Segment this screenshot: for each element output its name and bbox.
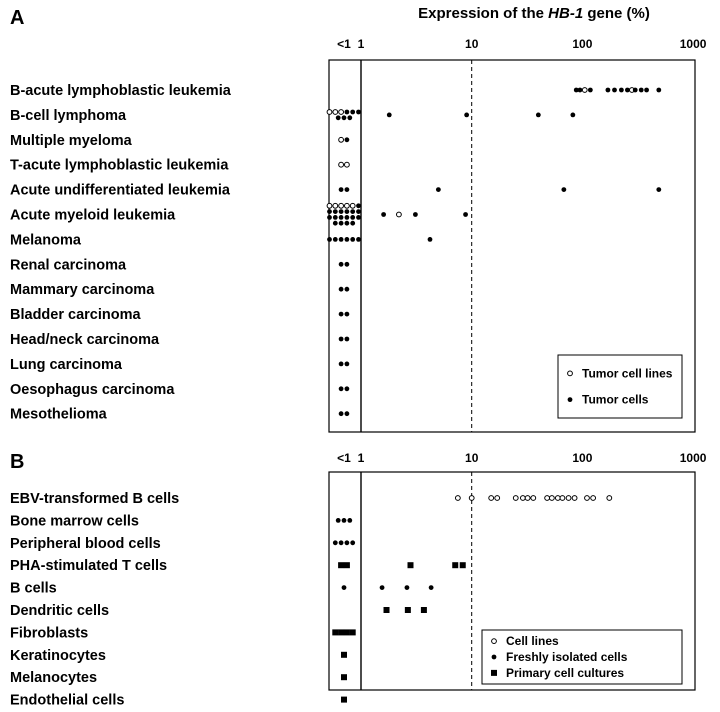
data-point (612, 88, 617, 93)
category-label: Multiple myeloma (10, 132, 132, 149)
below-detection-point (345, 110, 350, 115)
below-detection-point (341, 697, 347, 703)
data-point (421, 607, 427, 613)
below-detection-point (345, 221, 350, 226)
below-detection-point (339, 221, 344, 226)
category-label: Acute myeloid leukemia (10, 207, 176, 224)
below-detection-point (350, 221, 355, 226)
below-detection-point (350, 629, 356, 635)
data-point (570, 113, 575, 118)
data-point (549, 496, 554, 501)
legend-label: Tumor cell lines (582, 366, 673, 381)
below-detection-point (350, 540, 355, 545)
data-point (625, 88, 630, 93)
chart-title-prefix: Expression of the (418, 5, 549, 22)
panel-label-a: A (10, 7, 25, 29)
below-detection-point (339, 137, 344, 142)
below-detection-point (341, 652, 347, 658)
below-detection-point (339, 162, 344, 167)
category-label: Endothelial cells (10, 692, 125, 709)
below-detection-point (356, 237, 361, 242)
category-label: B-acute lymphoblastic leukemia (10, 83, 231, 99)
below-detection-point (339, 203, 344, 208)
below-detection-point (345, 287, 350, 292)
category-label: Lung carcinoma (10, 356, 122, 373)
below-detection-point (338, 562, 344, 568)
below-detection-point (339, 187, 344, 192)
below-detection-point (327, 110, 332, 115)
below-detection-point (336, 115, 341, 120)
data-point (572, 496, 577, 501)
below-detection-point (342, 585, 347, 590)
data-point (588, 88, 593, 93)
below-detection-point (356, 209, 361, 214)
x-tick-label: 1000 (679, 451, 707, 465)
data-point (520, 496, 525, 501)
below-detection-point (339, 215, 344, 220)
data-point (495, 496, 500, 501)
below-detection-point (333, 215, 338, 220)
category-label: B cells (10, 580, 57, 597)
below-detection-point (333, 540, 338, 545)
category-label: Head/neck carcinoma (10, 332, 160, 348)
data-point (489, 496, 494, 501)
below-detection-point (350, 215, 355, 220)
below-detection-point (345, 262, 350, 267)
legend (558, 355, 682, 418)
data-point (452, 562, 458, 568)
below-detection-point (327, 203, 332, 208)
below-detection-point (345, 187, 350, 192)
below-detection-point (342, 518, 347, 523)
panel-label-b: B (10, 451, 25, 473)
below-detection-point (347, 518, 352, 523)
data-point (607, 496, 612, 501)
below-detection-point (345, 540, 350, 545)
data-point (408, 562, 414, 568)
below-detection-point (345, 337, 350, 342)
below-detection-point (339, 540, 344, 545)
below-detection-point (347, 115, 352, 120)
data-point (582, 88, 587, 93)
chart-title (418, 5, 650, 22)
data-point (387, 113, 392, 118)
data-point (464, 113, 469, 118)
data-point (380, 585, 385, 590)
below-detection-point (339, 362, 344, 367)
legend-box (558, 355, 682, 418)
data-point (656, 187, 661, 192)
x-tick-label: 100 (572, 37, 593, 51)
category-label: Renal carcinoma (10, 257, 127, 274)
below-detection-point (339, 312, 344, 317)
data-point (428, 237, 433, 242)
category-label: Bladder carcinoma (10, 307, 141, 324)
below-detection-point (356, 203, 361, 208)
category-label: Mesothelioma (10, 406, 107, 423)
category-label: Keratinocytes (10, 647, 106, 664)
x-tick-label: <1 (337, 37, 351, 51)
below-detection-point (350, 237, 355, 242)
category-label: PHA-stimulated T cells (10, 558, 168, 575)
below-detection-point (345, 237, 350, 242)
below-detection-point (339, 209, 344, 214)
category-label: Melanocytes (10, 670, 98, 687)
below-detection-point (333, 203, 338, 208)
data-point (405, 585, 410, 590)
category-label: Fibroblasts (10, 625, 89, 642)
legend-marker (492, 639, 497, 644)
category-label: Oesophagus carcinoma (10, 381, 175, 398)
below-detection-point (345, 215, 350, 220)
below-detection-point (332, 629, 338, 635)
below-detection-point (345, 162, 350, 167)
data-point (460, 562, 466, 568)
data-point (639, 88, 644, 93)
legend-label: Freshly isolated cells (506, 650, 628, 664)
below-detection-point (339, 287, 344, 292)
below-detection-point (344, 562, 350, 568)
panel-b-plot (10, 451, 707, 709)
data-point (619, 88, 624, 93)
x-tick-label: 10 (465, 37, 479, 51)
data-point (585, 496, 590, 501)
legend-marker (568, 397, 573, 402)
below-detection-point (327, 209, 332, 214)
below-detection-point (336, 518, 341, 523)
data-point (536, 113, 541, 118)
legend-label: Primary cell cultures (506, 665, 625, 680)
below-detection-point (350, 110, 355, 115)
below-detection-point (339, 386, 344, 391)
legend-label: Tumor cells (582, 392, 649, 407)
legend (482, 630, 682, 684)
data-point (555, 496, 560, 501)
below-detection-point (327, 215, 332, 220)
below-detection-point (333, 209, 338, 214)
category-label: Peripheral blood cells (10, 535, 161, 552)
data-point (513, 496, 518, 501)
data-point (560, 496, 565, 501)
below-detection-point (350, 203, 355, 208)
data-point (531, 496, 536, 501)
data-point (455, 496, 460, 501)
below-detection-point (345, 209, 350, 214)
below-detection-point (345, 386, 350, 391)
below-detection-point (333, 110, 338, 115)
x-tick-label: 1000 (679, 37, 707, 51)
category-label: Dendritic cells (10, 603, 110, 619)
data-point (463, 212, 468, 217)
x-tick-label: 100 (572, 451, 593, 465)
below-detection-point (345, 411, 350, 416)
below-detection-point (333, 221, 338, 226)
x-tick-label: 1 (357, 451, 365, 465)
data-point (591, 496, 596, 501)
data-point (644, 88, 649, 93)
data-point (429, 585, 434, 590)
data-point (633, 88, 638, 93)
below-detection-point (342, 115, 347, 120)
data-point (606, 88, 611, 93)
below-detection-point (339, 237, 344, 242)
panel-a-plot (10, 37, 707, 432)
legend-marker (492, 655, 497, 660)
data-point (436, 187, 441, 192)
below-detection-point (344, 629, 350, 635)
data-point (525, 496, 530, 501)
below-detection-point (338, 629, 344, 635)
category-label: B-cell lymphoma (10, 107, 127, 124)
x-tick-label: 1 (357, 37, 365, 51)
data-point (405, 607, 411, 613)
data-point (381, 212, 386, 217)
x-tick-label: 10 (465, 451, 479, 465)
below-detection-point (345, 203, 350, 208)
below-detection-point (339, 337, 344, 342)
data-point (561, 187, 566, 192)
below-detection-point (356, 110, 361, 115)
below-detection-point (327, 237, 332, 242)
data-point (413, 212, 418, 217)
category-label: Acute undifferentiated leukemia (10, 182, 230, 199)
category-label: Mammary carcinoma (10, 282, 155, 299)
below-detection-point (341, 674, 347, 680)
data-point (656, 88, 661, 93)
category-label: T-acute lymphoblastic leukemia (10, 157, 229, 174)
category-label: Melanoma (10, 232, 81, 249)
legend-marker (491, 670, 497, 676)
data-point (397, 212, 402, 217)
below-detection-point (333, 237, 338, 242)
chart-title-suffix: gene (%) (583, 5, 650, 22)
legend-marker (568, 371, 573, 376)
below-detection-point (339, 411, 344, 416)
data-point (384, 607, 390, 613)
data-point (545, 496, 550, 501)
data-point (566, 496, 571, 501)
data-point (578, 88, 583, 93)
below-detection-point (339, 262, 344, 267)
below-detection-point (339, 110, 344, 115)
below-detection-point (345, 362, 350, 367)
legend-label: Cell lines (506, 634, 559, 649)
category-label: EBV-transformed B cells (10, 491, 180, 507)
below-detection-point (350, 209, 355, 214)
below-detection-point (345, 312, 350, 317)
data-point (469, 496, 474, 501)
chart-title-gene: HB-1 (548, 5, 584, 22)
category-label: Bone marrow cells (10, 513, 139, 530)
below-detection-point (345, 137, 350, 142)
x-tick-label: <1 (337, 451, 351, 465)
below-detection-point (356, 215, 361, 220)
